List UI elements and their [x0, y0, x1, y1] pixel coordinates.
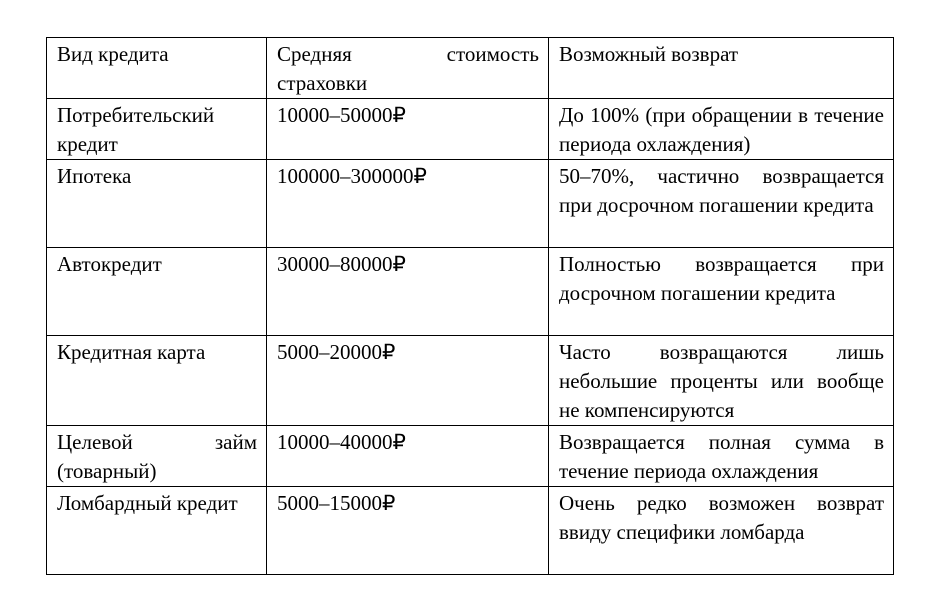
cell: Возвращается полная сумма в течение периода охлаждения: [549, 426, 894, 487]
cell: Целевой займ (товарный): [47, 426, 267, 487]
table-row: [47, 160, 894, 248]
cell: 5000–15000₽: [267, 487, 549, 575]
cell: Потребительский кредит: [47, 99, 267, 160]
cell: Автокредит: [47, 248, 267, 336]
header-cell: Вид кредита: [47, 38, 267, 99]
table-row: [47, 99, 894, 160]
cell: 5000–20000₽: [267, 336, 549, 426]
cell: Часто возвращаются лишь небольшие проценты или вообще не компенсируются: [549, 336, 894, 426]
cell: Кредитная карта: [47, 336, 267, 426]
header-cell: Возможный возврат: [549, 38, 894, 99]
header-cell: Средняя стоимость страховки: [267, 38, 549, 99]
cell: 10000–50000₽: [267, 99, 549, 160]
cell: Очень редко возможен возврат ввиду специфики ломбарда: [549, 487, 894, 575]
cell: Полностью возвращается при досрочном погашении кредита: [549, 248, 894, 336]
cell: 50–70%, частично возвращается при досрочном погашении кредита: [549, 160, 894, 248]
cell: 100000–300000₽: [267, 160, 549, 248]
cell: 10000–40000₽: [267, 426, 549, 487]
cell: 30000–80000₽: [267, 248, 549, 336]
insurance-table: [46, 37, 894, 575]
table-row: [47, 426, 894, 487]
table-row: [47, 487, 894, 575]
table-row: [47, 336, 894, 426]
cell: Ломбардный кредит: [47, 487, 267, 575]
table-row: [47, 248, 894, 336]
cell: Ипотека: [47, 160, 267, 248]
header-row: [47, 38, 894, 99]
cell: До 100% (при обращении в течение периода охлаждения): [549, 99, 894, 160]
